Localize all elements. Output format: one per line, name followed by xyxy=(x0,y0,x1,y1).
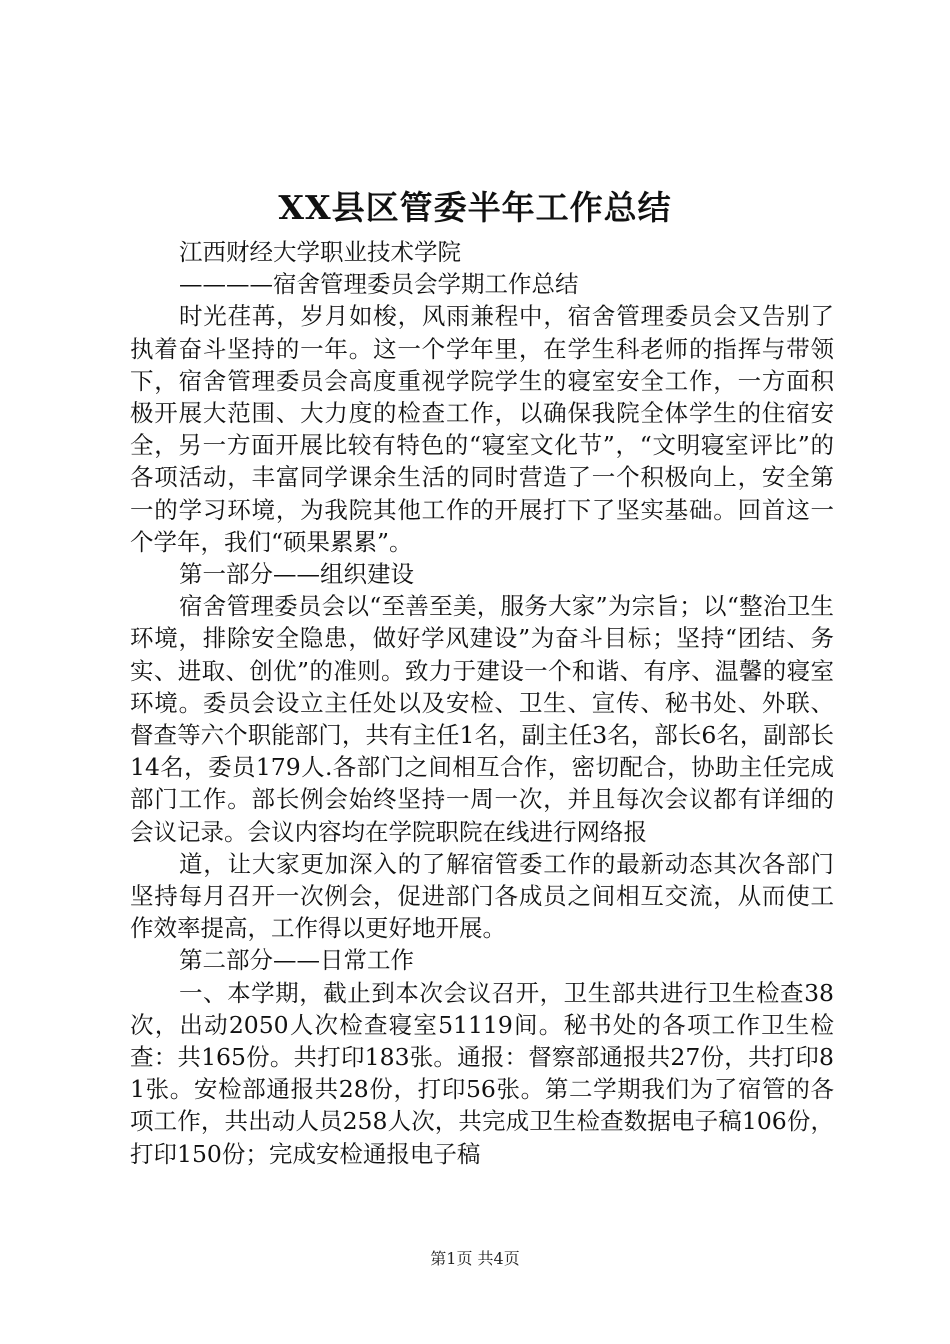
subtitle-line: ————宿舍管理委员会学期工作总结 xyxy=(179,270,579,299)
section-1-heading: 第一部分——组织建设 xyxy=(179,560,414,589)
organization-paragraph: 宿舍管理委员会以“至善至美，服务大家”为宗旨；以“整治卫生环境，排除安全隐患，做好学风建设”为奋斗目标；坚持“团结、务实、进取、创优”的准则。致力于建设一个和谐、有序、温馨的寝室环境。委员会设立主任处以及安检、卫生、宣传、秘书处、外联、督查等六个职能部门，共有主任1名，副主任3名，部长6名，副部长14名，委员179人.各部门之间相互合作，密切配合，协助主任完成部门工作。部长例会始终坚持一周一次，并且每次会议都有详细的会议记录。会议内容均在学院职院在线进行网络报 xyxy=(130,592,834,846)
document-body xyxy=(130,236,834,1170)
page-footer: 第1页 共4页 xyxy=(430,1249,520,1268)
document-title: XX县区管委半年工作总结 xyxy=(278,188,672,227)
continuation-paragraph: 道，让大家更加深入的了解宿管委工作的最新动态其次各部门坚持每月召开一次例会，促进部门各成员之间相互交流，从而使工作效率提高，工作得以更好地开展。 xyxy=(130,849,834,943)
school-name-line: 江西财经大学职业技术学院 xyxy=(179,238,461,266)
intro-paragraph: 时光荏苒，岁月如梭，风雨兼程中，宿舍管理委员会又告别了执着奋斗坚持的一年。这一个学年里，在学生科老师的指挥与带领下，宿舍管理委员会高度重视学院学生的寝室安全工作，一方面积极开展大范围、大力度的检查工作，以确保我院全体学生的住宿安全，另一方面开展比较有特色的“寝室文化节”，“文明寝室评比”的各项活动，丰富同学课余生活的同时营造了一个积极向上，安全第一的学习环境，为我院其他工作的开展打下了坚实基础。回首这一个学年，我们“硕果累累”。 xyxy=(130,302,834,556)
daily-work-paragraph: 一、本学期，截止到本次会议召开，卫生部共进行卫生检查38次，出动2050人次检查寝室51119间。秘书处的各项工作卫生检查：共165份。共打印183张。通报：督察部通报共27份，共打印81张。安检部通报共28份，打印56张。第二学期我们为了宿管的各项工作，共出动人员258人次，共完成卫生检查数据电子稿106份，打印150份；完成安检通报电子稿 xyxy=(130,978,834,1168)
section-2-heading: 第二部分——日常工作 xyxy=(179,946,414,975)
